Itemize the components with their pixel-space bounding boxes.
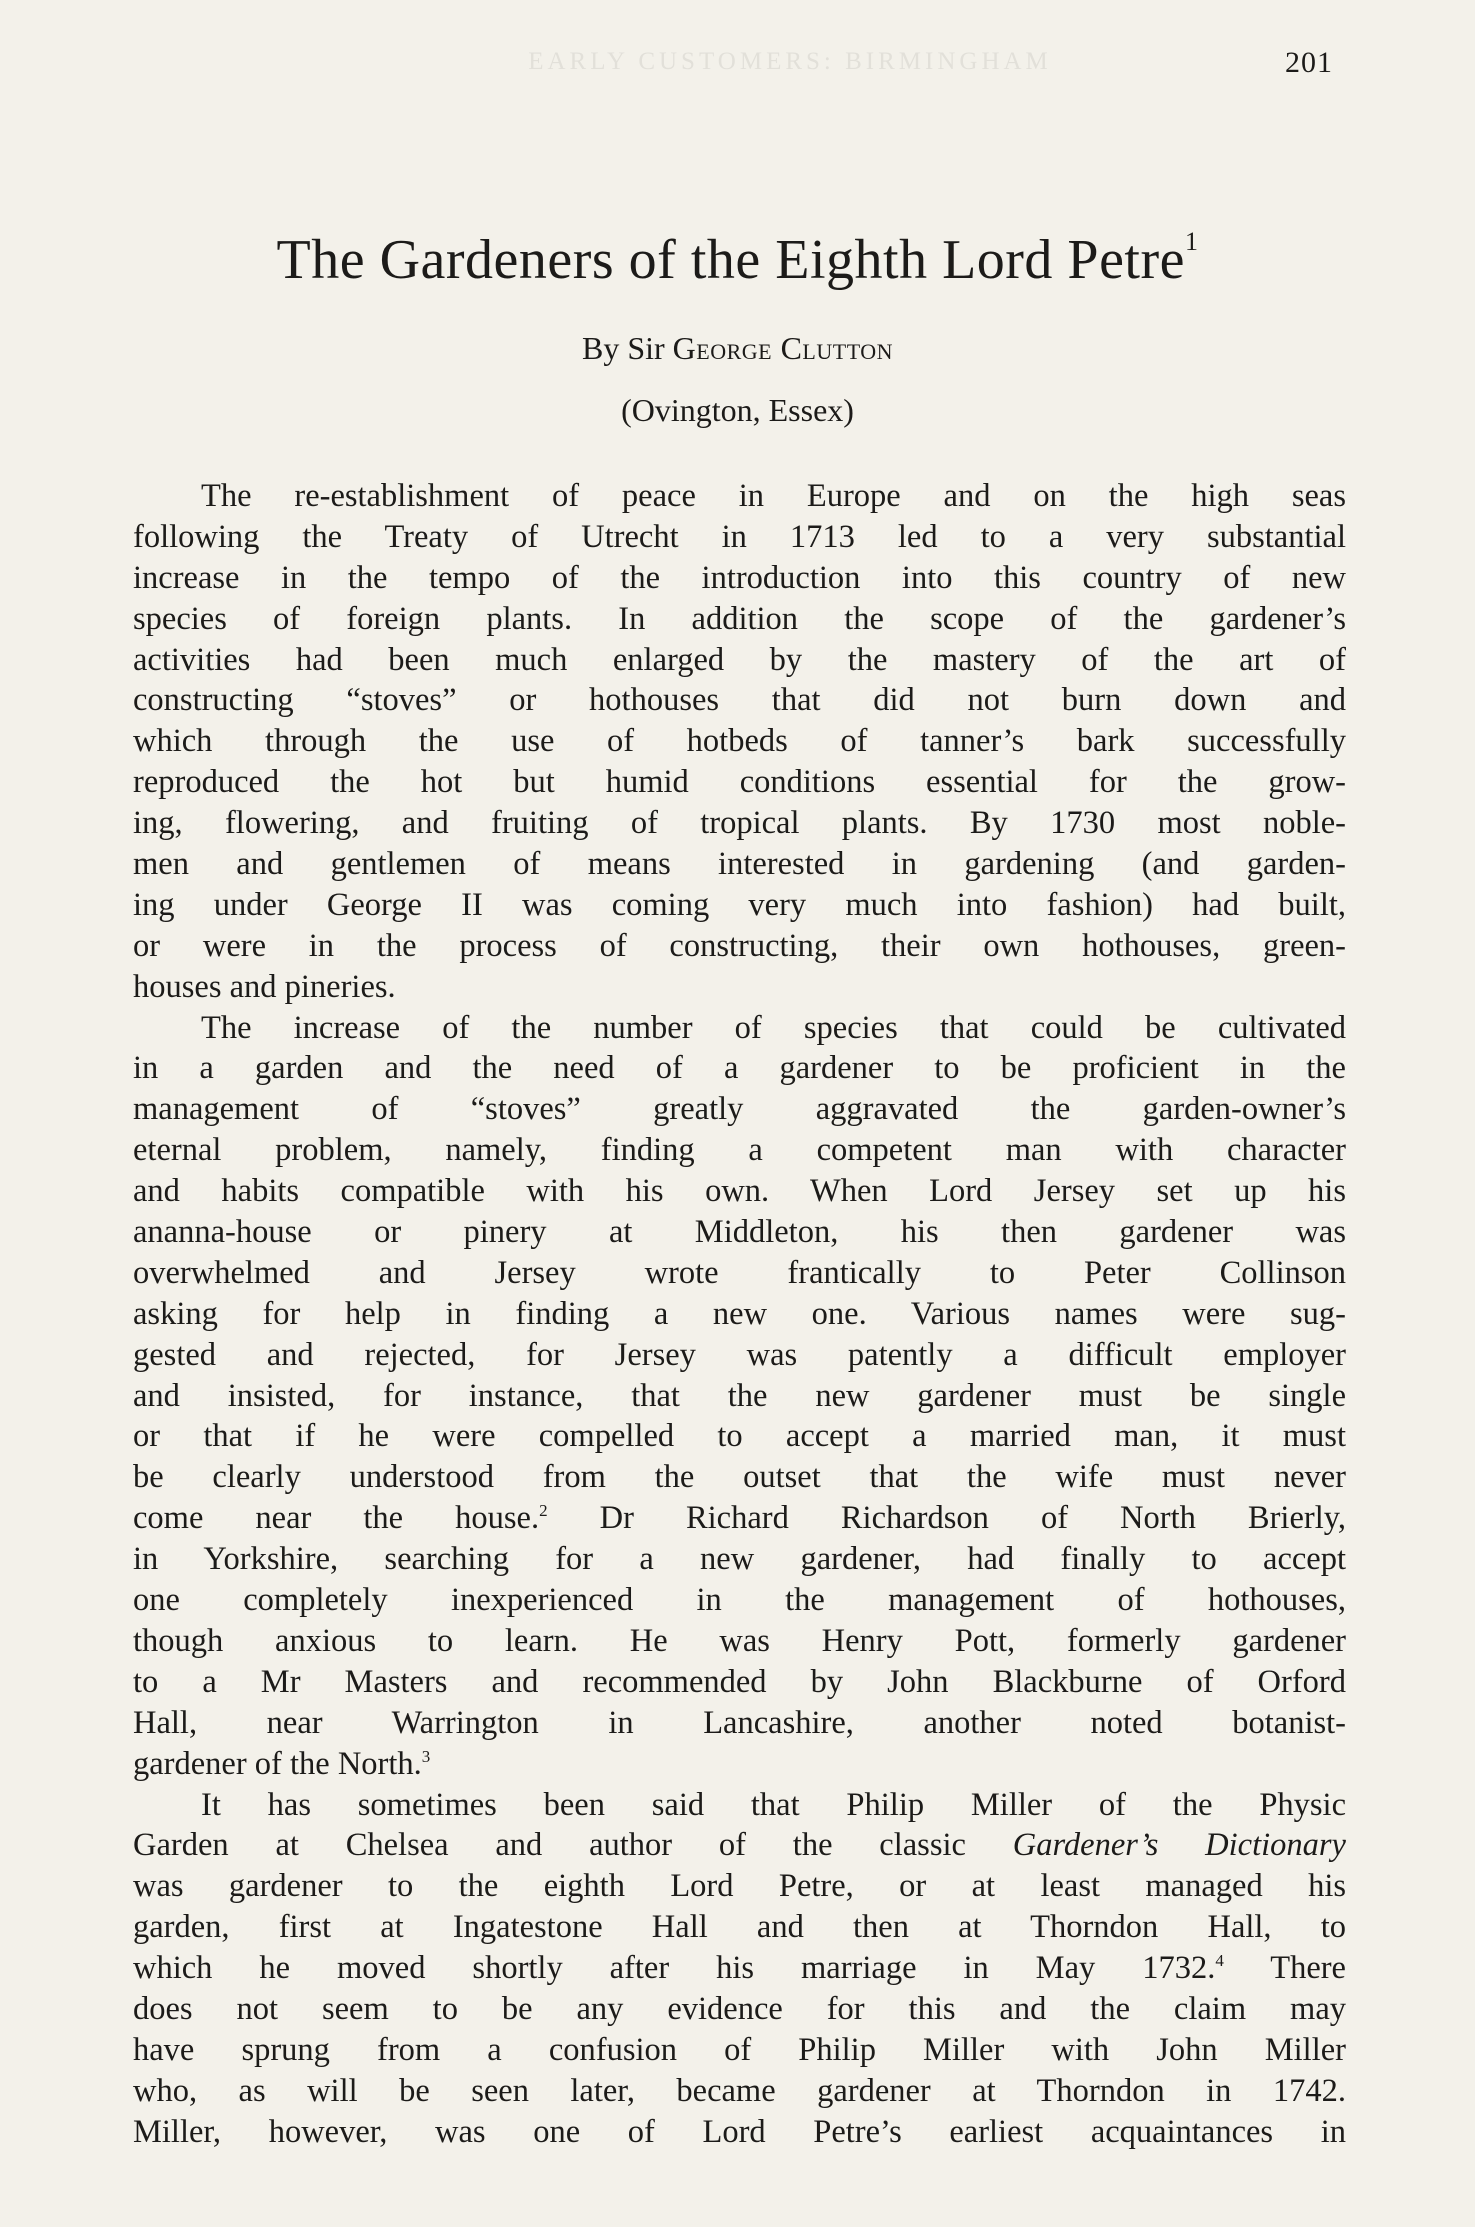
text-line: Miller, however, was one of Lord Petre’s earliest acquaintances in — [133, 2113, 1346, 2150]
text-line: in Yorkshire, searching for a new gardener, had finally to accept — [133, 1541, 1346, 1578]
text-line: ing under George II was coming very much into fashion) had built, — [133, 886, 1346, 923]
text-line: The re-establishment of peace in Europe and on the high seas — [201, 478, 1346, 514]
text-line: and insisted, for instance, that the new gardener must be single — [133, 1377, 1346, 1414]
text-line: which through the use of hotbeds of tanner’s bark successfully — [133, 723, 1346, 760]
text-line: ananna-house or pinery at Middleton, his then gardener was — [133, 1214, 1346, 1251]
article-title-text: The Gardeners of the Eighth Lord Petre — [276, 229, 1185, 291]
text-segment: gardener of the North. — [133, 1745, 422, 1782]
text-line — [133, 1948, 1346, 1989]
text-line: management of “stoves” greatly aggravated the garden-owner’s — [133, 1091, 1346, 1128]
text-line: have sprung from a confusion of Philip Miller with John Miller — [133, 2031, 1346, 2068]
text-line: constructing “stoves” or hothouses that did not burn down and — [133, 682, 1346, 719]
text-line: ing, flowering, and fruiting of tropical plants. By 1730 most noble- — [133, 805, 1346, 842]
text-line: following the Treaty of Utrecht in 1713 led to a very substantial — [133, 518, 1346, 555]
footnote-marker[interactable]: 2 — [539, 1501, 548, 1521]
text-segment: Dr Richard Richardson of North Brierly, — [547, 1500, 1346, 1537]
text-line: though anxious to learn. He was Henry Pott, formerly gardener — [133, 1622, 1346, 1659]
text-line: was gardener to the eighth Lord Petre, or at least managed his — [133, 1868, 1346, 1905]
page-number: 201 — [1285, 46, 1333, 79]
title-footnote-marker[interactable]: 1 — [1184, 227, 1199, 257]
text-line: in a garden and the need of a gardener to be proficient in the — [133, 1050, 1346, 1087]
text-line: houses and pineries. — [133, 968, 396, 1005]
text-segment: which he moved shortly after his marriage in May 1732. — [133, 1950, 1216, 1987]
text-line: overwhelmed and Jersey wrote frantically to Peter Collinson — [133, 1254, 1346, 1291]
text-line — [133, 1744, 1346, 1785]
footnote-marker[interactable]: 4 — [1215, 1951, 1224, 1971]
text-line: and habits compatible with his own. When Lord Jersey set up his — [133, 1173, 1346, 1210]
author-affiliation: (Ovington, Essex) — [621, 392, 854, 428]
footnote-marker[interactable]: 3 — [421, 1746, 431, 1766]
paragraph-3 — [133, 1785, 1346, 2153]
text-line: one completely inexperienced in the management of hothouses, — [133, 1582, 1346, 1619]
text-segment: come near the house. — [133, 1500, 540, 1537]
text-line: be clearly understood from the outset that the wife must never — [133, 1459, 1346, 1496]
text-line: men and gentlemen of means interested in gardening (and garden- — [133, 846, 1346, 883]
book-title-italic: Gardener’s Dictionary — [1012, 1827, 1346, 1864]
text-line: or were in the process of constructing, their own hothouses, green- — [133, 927, 1346, 964]
text-line: Hall, near Warrington in Lancashire, another noted botanist- — [133, 1704, 1346, 1741]
paragraph-1 — [133, 476, 1346, 1008]
author-name: George Clutton — [672, 330, 894, 366]
text-line: It has sometimes been said that Philip Miller of the Physic — [201, 1786, 1346, 1823]
running-head-bleedthrough: EARLY CUSTOMERS: BIRMINGHAM — [528, 48, 1052, 75]
text-line: to a Mr Masters and recommended by John Blackburne of Orford — [133, 1663, 1346, 1700]
text-line: does not seem to be any evidence for this and the claim may — [133, 1990, 1346, 2027]
article-body — [133, 476, 1346, 2153]
text-line: or that if he were compelled to accept a married man, it must — [133, 1418, 1346, 1455]
text-line: The increase of the number of species that could be cultivated — [201, 1009, 1346, 1046]
byline-prefix: By Sir — [581, 330, 665, 366]
text-line: increase in the tempo of the introduction into this country of new — [133, 559, 1346, 596]
text-line: who, as will be seen later, became gardener at Thorndon in 1742. — [133, 2072, 1346, 2109]
article-title — [130, 228, 1345, 292]
text-line: garden, first at Ingatestone Hall and then at Thorndon Hall, to — [133, 1909, 1346, 1946]
text-line: activities had been much enlarged by the mastery of the art of — [133, 641, 1346, 678]
text-line: asking for help in finding a new one. Various names were sug- — [133, 1295, 1346, 1332]
text-line: eternal problem, namely, finding a competent man with character — [133, 1132, 1346, 1169]
text-line: reproduced the hot but humid conditions essential for the grow- — [133, 764, 1346, 801]
paragraph-2 — [133, 1008, 1346, 1785]
text-segment: Garden at Chelsea and author of the classic — [133, 1827, 1013, 1864]
text-line — [133, 1825, 1346, 1866]
text-line: species of foreign plants. In addition the scope of the gardener’s — [133, 600, 1346, 637]
text-line — [133, 1498, 1346, 1539]
text-line: gested and rejected, for Jersey was patently a difficult employer — [133, 1336, 1346, 1373]
byline — [130, 330, 1345, 367]
text-segment: There — [1223, 1950, 1346, 1987]
